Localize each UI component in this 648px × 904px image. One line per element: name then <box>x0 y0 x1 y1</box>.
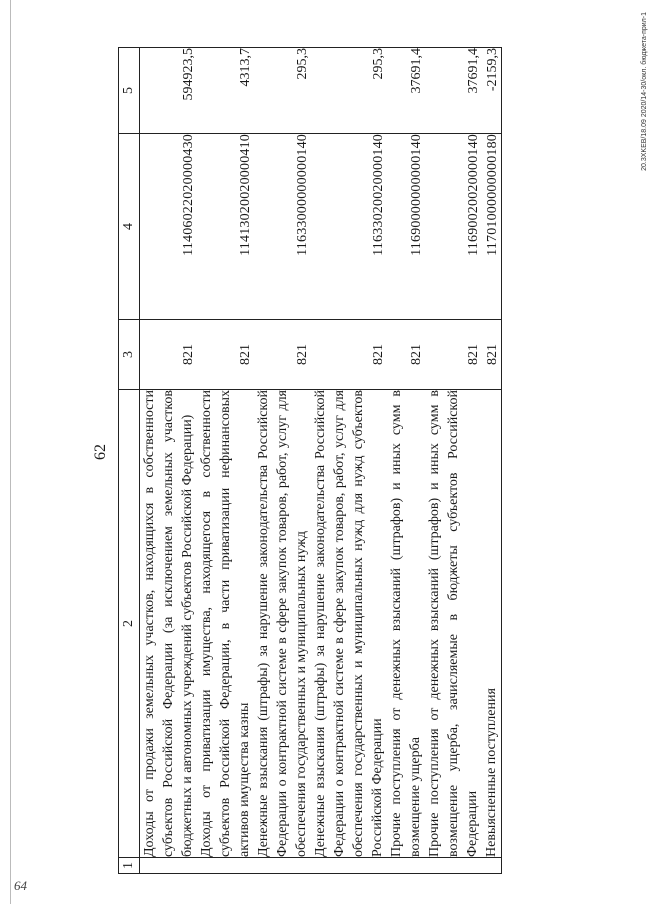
admin-code: 821 <box>425 320 482 390</box>
empty-cell <box>387 858 425 874</box>
table-row <box>254 48 311 874</box>
admin-code: 821 <box>254 320 311 390</box>
income-name: Денежные взыскания (штрафы) за нарушение законодательства Российской Федерации о контрактной системе в сфере закупок товаров, работ, услуг для обеспечения государственных и муниципальных нужд <box>256 390 309 857</box>
amount: 37691,4 <box>425 48 482 134</box>
empty-cell <box>425 858 482 874</box>
table-row <box>311 48 387 874</box>
table-row <box>425 48 482 874</box>
table-row <box>482 48 502 874</box>
admin-code: 821 <box>140 320 198 390</box>
budget-class-code: 11633020020000140 <box>311 134 387 320</box>
amount: 295,3 <box>311 48 387 134</box>
header-col-1: 1 <box>119 858 140 874</box>
budget-class-code: 11633000000000140 <box>254 134 311 320</box>
header-col-5: 5 <box>119 48 140 134</box>
table-row <box>387 48 425 874</box>
binding-edge-line <box>10 0 11 904</box>
header-col-4: 4 <box>119 134 140 320</box>
amount: 4313,7 <box>197 48 254 134</box>
amount: -2159,3 <box>482 48 502 134</box>
income-name: Прочие поступления от денежных взысканий (штрафов) и иных сумм в возмещение ущерба, зачисляемые в бюджеты субъектов Российской Федерации <box>427 390 480 857</box>
income-name: Доходы от приватизации имущества, находящегося в собственности субъектов Российской Федерации, в части приватизации нефинансовых активов имущества казны <box>199 390 252 857</box>
table-row <box>140 48 198 874</box>
admin-code: 821 <box>387 320 425 390</box>
header-col-3: 3 <box>119 320 140 390</box>
budget-class-code: 11690020020000140 <box>425 134 482 320</box>
amount: 295,3 <box>254 48 311 134</box>
budget-class-code: 11690000000000140 <box>387 134 425 320</box>
amount: 594923,5 <box>140 48 198 134</box>
admin-code: 821 <box>311 320 387 390</box>
budget-class-code: 11406022020000430 <box>140 134 198 320</box>
page-number: 62 <box>92 444 109 460</box>
admin-code: 821 <box>197 320 254 390</box>
header-col-2: 2 <box>119 390 140 858</box>
empty-cell <box>311 858 387 874</box>
footer-document-code: 20.3XKEB/18.09 2020/14-30/окл. бюджета-прил-1 <box>641 12 648 171</box>
budget-class-code: 11701000000000180 <box>482 134 502 320</box>
income-name: Невыясненные поступления <box>482 390 502 858</box>
income-name: Доходы от продажи земельных участков, находящихся в собственности субъектов Российской Федерации (за исключением земельных участков бюджетных и автономных учреждений субъектов Российской Федерации) <box>140 390 198 858</box>
empty-cell <box>140 858 198 874</box>
budget-class-code: 11413020020000410 <box>197 134 254 320</box>
income-name: Прочие поступления от денежных взысканий (штрафов) и иных сумм в возмещение ущерба <box>389 390 423 857</box>
table-row <box>197 48 254 874</box>
empty-cell <box>197 858 254 874</box>
income-name: Денежные взыскания (штрафы) за нарушение законодательства Российской Федерации о контрактной системе в сфере закупок товаров, работ, услуг для обеспечения государственных и муниципальных нужд для нужд субъектов Российской Федерации <box>313 390 385 857</box>
corner-page-number: 64 <box>14 878 27 893</box>
revenue-table <box>118 47 502 874</box>
empty-cell <box>482 858 502 874</box>
admin-code: 821 <box>482 320 502 390</box>
empty-cell <box>254 858 311 874</box>
table-header-row <box>119 48 140 874</box>
amount: 37691,4 <box>387 48 425 134</box>
